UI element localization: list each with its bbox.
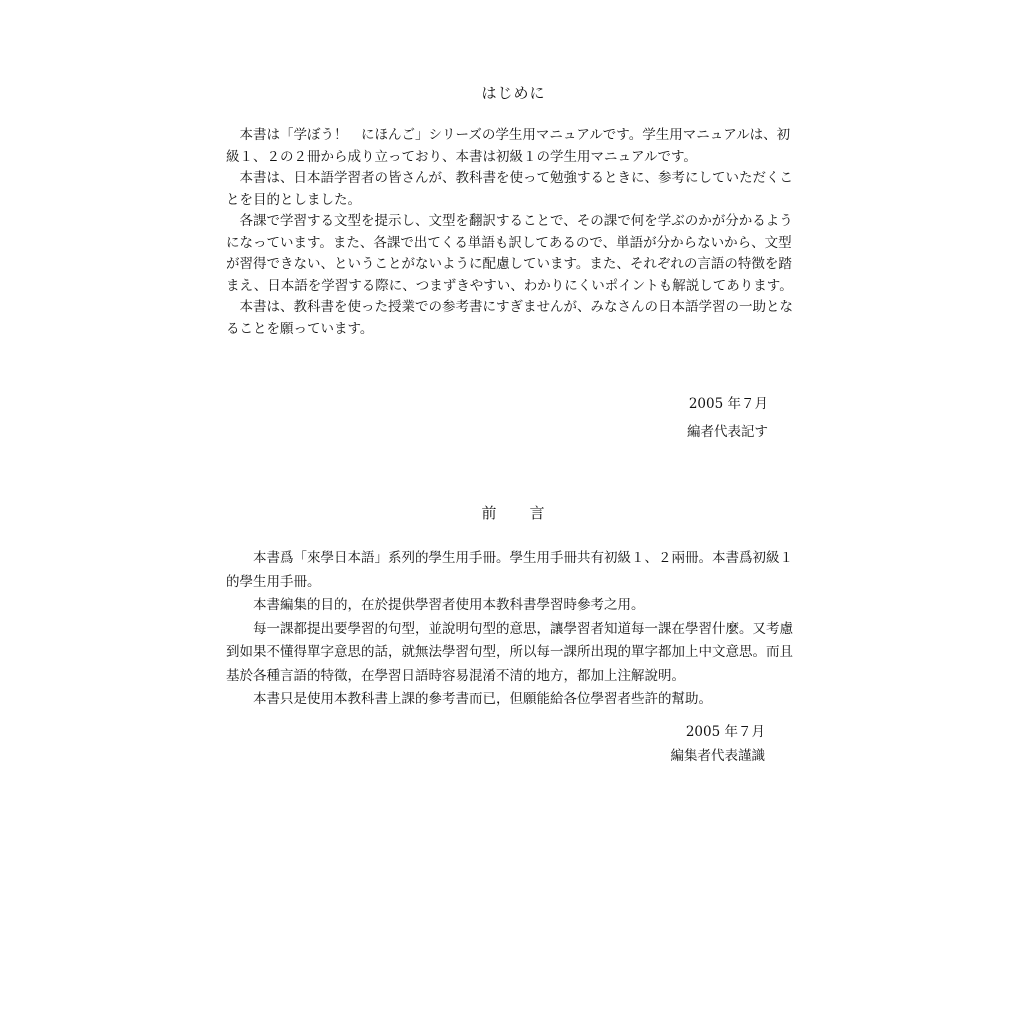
chinese-paragraph-3: 每一課都提出要學習的句型，並說明句型的意思，讓學習者知道每一課在學習什麼。又考慮到如果不懂得單字意思的話，就無法學習句型，所以每一課所出現的單字都加上中文意思。而且基於各種言語的特徵，在學習日語時容易混淆不清的地方，都加上注解說明。 [226, 620, 793, 684]
japanese-paragraph-3: 各課で学習する文型を提示し、文型を翻訳することで、その課で何を学ぶのかが分かるようになっています。また、各課で出てくる単語も訳してあるので、単語が分からないから、文型が習得できない、ということがないように配慮しています。また、それぞれの言語の特徴を踏まえ、日本語を学習する際に、つまずきやすい、わかりにくいポイントも解説してあります。 [226, 213, 793, 294]
japanese-paragraph-1: 本書は「学ぼう！ にほんご」シリーズの学生用マニュアルです。学生用マニュアルは、初級１、２の２冊から成り立っており、本書は初級１の学生用マニュアルです。 [226, 127, 791, 165]
chinese-paragraph-4: 本書只是使用本教科書上課的參考書而已，但願能給各位學習者些許的幫助。 [253, 691, 712, 707]
japanese-signature: 編者代表記す [687, 424, 768, 440]
japanese-title: はじめに [481, 84, 546, 102]
chinese-paragraph-1: 本書爲「來學日本語」系列的學生用手冊。學生用手冊共有初級１、２兩冊。本書爲初級１的學生用手冊。 [226, 550, 793, 590]
japanese-body [226, 125, 801, 340]
chinese-signoff [671, 720, 766, 768]
chinese-paragraph-2: 本書編集的目的，在於提供學習者使用本教科書學習時參考之用。 [253, 597, 645, 613]
chinese-signature: 編集者代表謹識 [670, 748, 765, 764]
chinese-body [226, 547, 801, 712]
chinese-date: 2005 年７月 [685, 724, 765, 740]
japanese-date: 2005 年７月 [688, 396, 768, 412]
japanese-preface [226, 82, 801, 340]
japanese-signoff [687, 392, 768, 444]
chinese-title: 前 言 [481, 504, 546, 522]
japanese-paragraph-2: 本書は、日本語学習者の皆さんが、教科書を使って勉強するときに、参考にしていただくことを目的としました。 [226, 170, 793, 208]
japanese-paragraph-4: 本書は、教科書を使った授業での参考書にすぎませんが、みなさんの日本語学習の一助となることを願っています。 [226, 299, 793, 337]
chinese-preface [226, 502, 801, 712]
